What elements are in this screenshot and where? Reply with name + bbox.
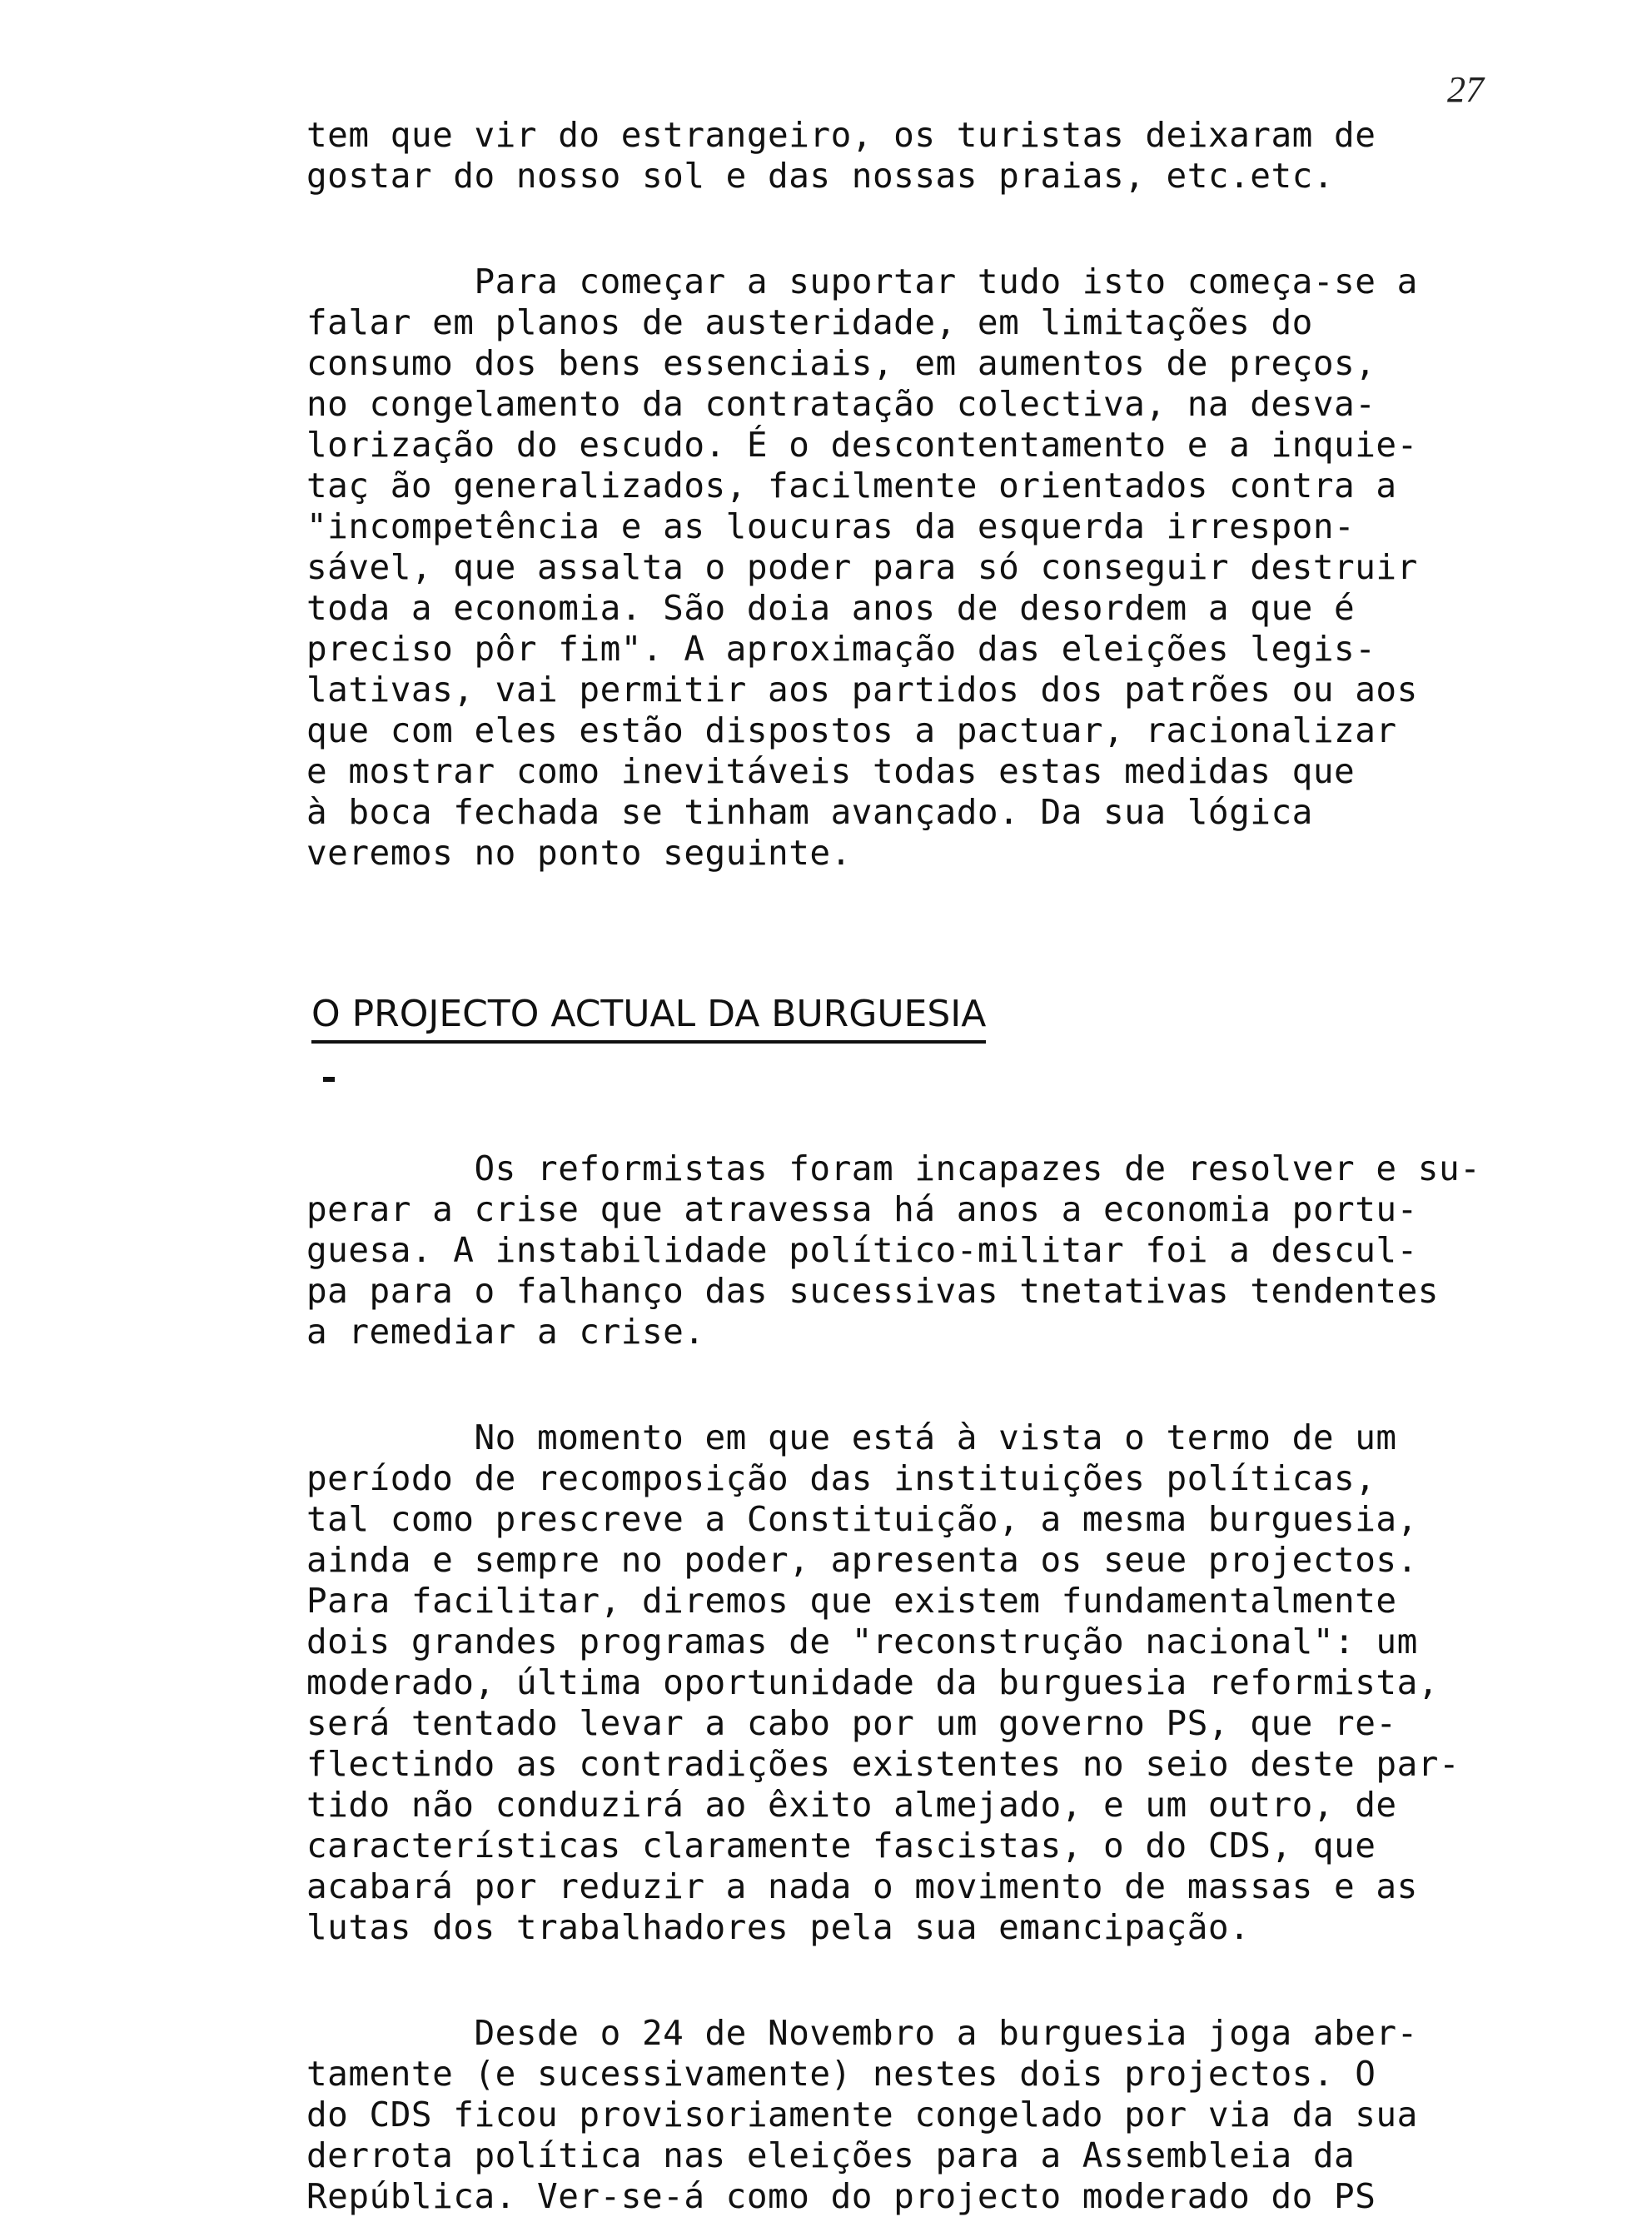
text-line: pa para o falhanço das sucessivas tnetativas tendentes (306, 1271, 1439, 1311)
text-line: tal como prescreve a Constituição, a mesma burguesia, (306, 1499, 1418, 1539)
text-line: será tentado levar a cabo por um governo PS, que re- (306, 1703, 1397, 1743)
text-line: gostar do nosso sol e das nossas praias, etc.etc. (306, 156, 1335, 196)
paragraph-1 (306, 115, 1522, 197)
text-line: tido não conduzirá ao êxito almejado, e um outro, de (306, 1785, 1397, 1825)
text-line: falar em planos de austeridade, em limitações do (306, 302, 1313, 342)
text-line: a remediar a crise. (306, 1312, 705, 1352)
paragraph-2 (306, 262, 1522, 874)
document-page (306, 115, 1522, 2217)
text-line: Os reformistas foram incapazes de resolver e su- (306, 1148, 1481, 1188)
text-line: lorização do escudo. É o descontentamento e a inquie- (306, 425, 1418, 465)
text-line: toda a economia. São doia anos de desordem a que é (306, 588, 1356, 628)
text-line: Para facilitar, diremos que existem fundamentalmente (306, 1581, 1397, 1621)
text-line: Desde o 24 de Novembro a burguesia joga aber- (306, 2013, 1418, 2053)
text-line: tamente (e sucessivamente) nestes dois projectos. O (306, 2054, 1376, 2094)
text-line: Para começar a suportar tudo isto começa-se a (306, 262, 1418, 301)
paragraph-3 (306, 1148, 1522, 1353)
text-line: perar a crise que atravessa há anos a economia portu- (306, 1189, 1418, 1229)
text-line: dois grandes programas de "reconstrução nacional": um (306, 1622, 1418, 1662)
paragraph-4 (306, 1417, 1522, 1948)
text-line: flectindo as contradições existentes no seio deste par- (306, 1744, 1460, 1784)
text-line: ainda e sempre no poder, apresenta os seue projectos. (306, 1540, 1418, 1580)
text-line: No momento em que está à vista o termo de um (306, 1417, 1397, 1457)
text-line: guesa. A instabilidade político-militar foi a descul- (306, 1230, 1418, 1270)
text-line: taç ão generalizados, facilmente orientados contra a (306, 466, 1397, 506)
text-line: características claramente fascistas, o do CDS, que (306, 1826, 1376, 1866)
text-line: lativas, vai permitir aos partidos dos patrões ou aos (306, 670, 1418, 710)
text-line: acabará por reduzir a nada o movimento de massas e as (306, 1866, 1418, 1906)
text-line: derrota política nas eleições para a Assembleia da (306, 2135, 1356, 2175)
paragraph-5 (306, 2013, 1522, 2217)
text-line: consumo dos bens essenciais, em aumentos de preços, (306, 343, 1376, 383)
text-line: no congelamento da contratação colectiva, na desva- (306, 384, 1376, 424)
text-line: que com eles estão dispostos a pactuar, racionalizar (306, 710, 1397, 750)
text-line: República. Ver-se-á como do projecto moderado do PS (306, 2176, 1376, 2216)
text-line: tem que vir do estrangeiro, os turistas deixaram de (306, 115, 1376, 155)
text-line: "incompetência e as loucuras da esquerda irrespon- (306, 506, 1356, 546)
text-line: veremos no ponto seguinte. (306, 833, 852, 873)
text-line: período de recomposição das instituições políticas, (306, 1458, 1376, 1498)
text-line: preciso pôr fim". A aproximação das eleições legis- (306, 629, 1376, 669)
page-number: 27 (1447, 69, 1484, 110)
text-line: sável, que assalta o poder para só conseguir destruir (306, 547, 1418, 587)
section-heading: O PROJECTO ACTUAL DA BURGUESIA (311, 990, 986, 1044)
text-line: do CDS ficou provisoriamente congelado por via da sua (306, 2095, 1418, 2135)
text-line: lutas dos trabalhadores pela sua emancipação. (306, 1907, 1251, 1947)
text-line: à boca fechada se tinham avançado. Da sua lógica (306, 792, 1313, 832)
text-line: moderado, última oportunidade da burguesia reformista, (306, 1662, 1439, 1702)
text-line: e mostrar como inevitáveis todas estas medidas que (306, 751, 1356, 791)
